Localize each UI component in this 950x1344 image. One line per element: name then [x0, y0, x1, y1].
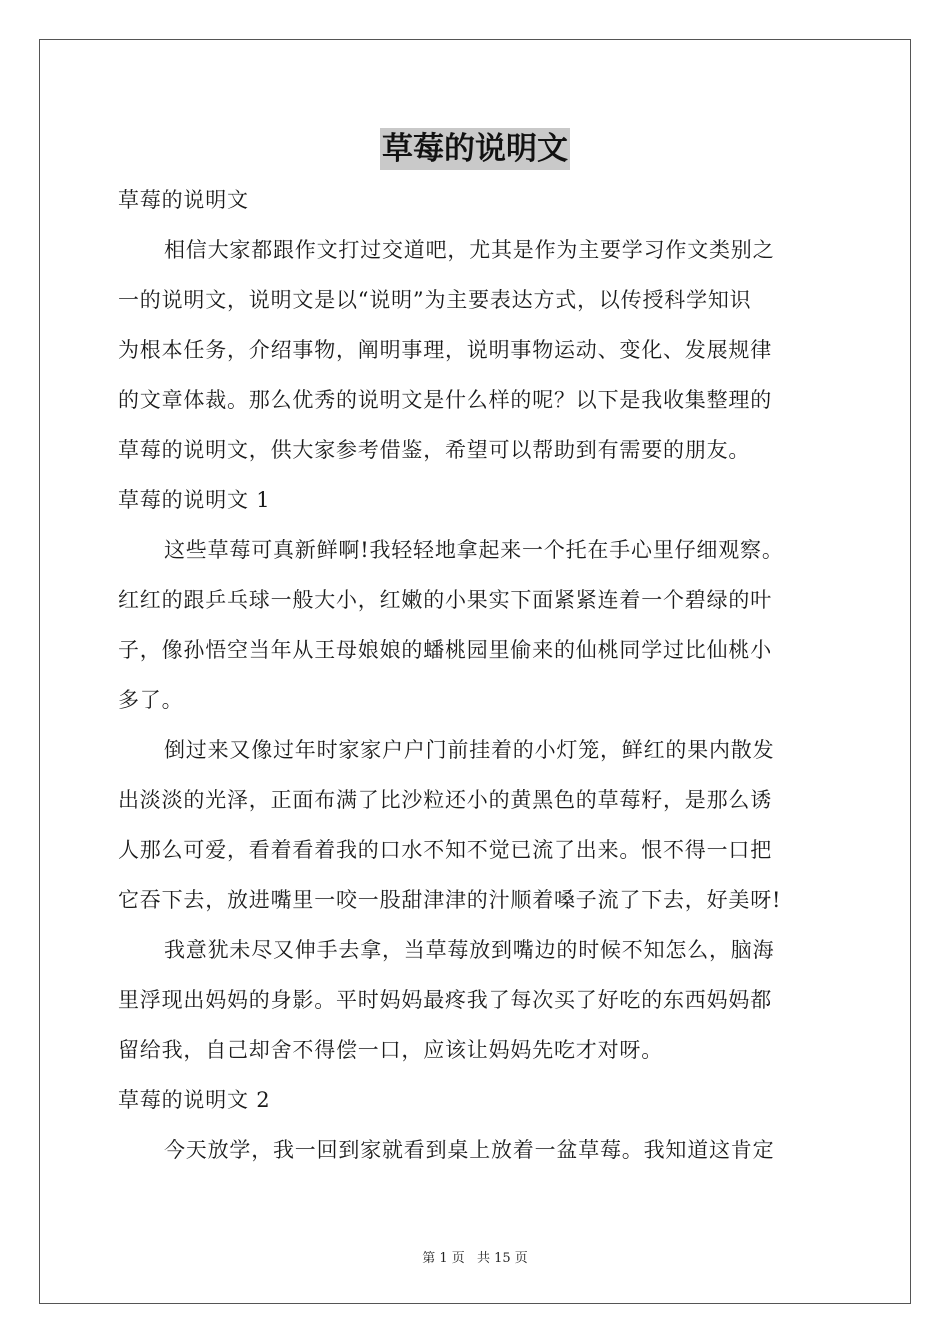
body-line: 人那么可爱，看着看着我的口水不知不觉已流了出来。恨不得一口把: [118, 838, 772, 862]
body-line: 红红的跟乒乓球一般大小，红嫩的小果实下面紧紧连着一个碧绿的叶: [118, 588, 772, 612]
document-body: [118, 175, 840, 1175]
body-line: 的文章体裁。那么优秀的说明文是什么样的呢？以下是我收集整理的: [118, 388, 772, 412]
body-line: 这些草莓可真新鲜啊!我轻轻地拿起来一个托在手心里仔细观察。: [164, 538, 784, 562]
body-line: 今天放学，我一回到家就看到桌上放着一盆草莓。我知道这肯定: [164, 1138, 775, 1162]
page-total: 共 15 页: [476, 1251, 528, 1266]
page-footer: [0, 1247, 950, 1266]
body-line: 它吞下去，放进嘴里一咬一股甜津津的汁顺着嗓子流了下去，好美呀!: [118, 888, 782, 912]
body-line: 相信大家都跟作文打过交道吧，尤其是作为主要学习作文类别之: [164, 238, 775, 262]
body-line: 多了。: [118, 688, 184, 712]
document-title: 草莓的说明文: [380, 128, 570, 170]
body-line: 子，像孙悟空当年从王母娘娘的蟠桃园里偷来的仙桃同学过比仙桃小: [118, 638, 772, 662]
body-line: 出淡淡的光泽，正面布满了比沙粒还小的黄黑色的草莓籽，是那么诱: [118, 788, 772, 812]
body-line: 留给我，自己却舍不得偿一口，应该让妈妈先吃才对呀。: [118, 1038, 663, 1062]
body-line: 为根本任务，介绍事物，阐明事理，说明事物运动、变化、发展规律: [118, 338, 772, 362]
body-line: 我意犹未尽又伸手去拿，当草莓放到嘴边的时候不知怎么，脑海: [164, 938, 775, 962]
body-line: 草莓的说明文: [118, 188, 249, 212]
body-line: 草莓的说明文 2: [118, 1088, 271, 1112]
body-line: 倒过来又像过年时家家户户门前挂着的小灯笼，鲜红的果内散发: [164, 738, 775, 762]
body-line: 草莓的说明文，供大家参考借鉴，希望可以帮助到有需要的朋友。: [118, 438, 751, 462]
body-line: 草莓的说明文 1: [118, 488, 271, 512]
title-wrap: [0, 128, 950, 170]
page-number: 第 1 页: [422, 1251, 465, 1266]
body-line: 一的说明文，说明文是以“说明”为主要表达方式，以传授科学知识: [118, 288, 752, 312]
body-line: 里浮现出妈妈的身影。平时妈妈最疼我了每次买了好吃的东西妈妈都: [118, 988, 772, 1012]
